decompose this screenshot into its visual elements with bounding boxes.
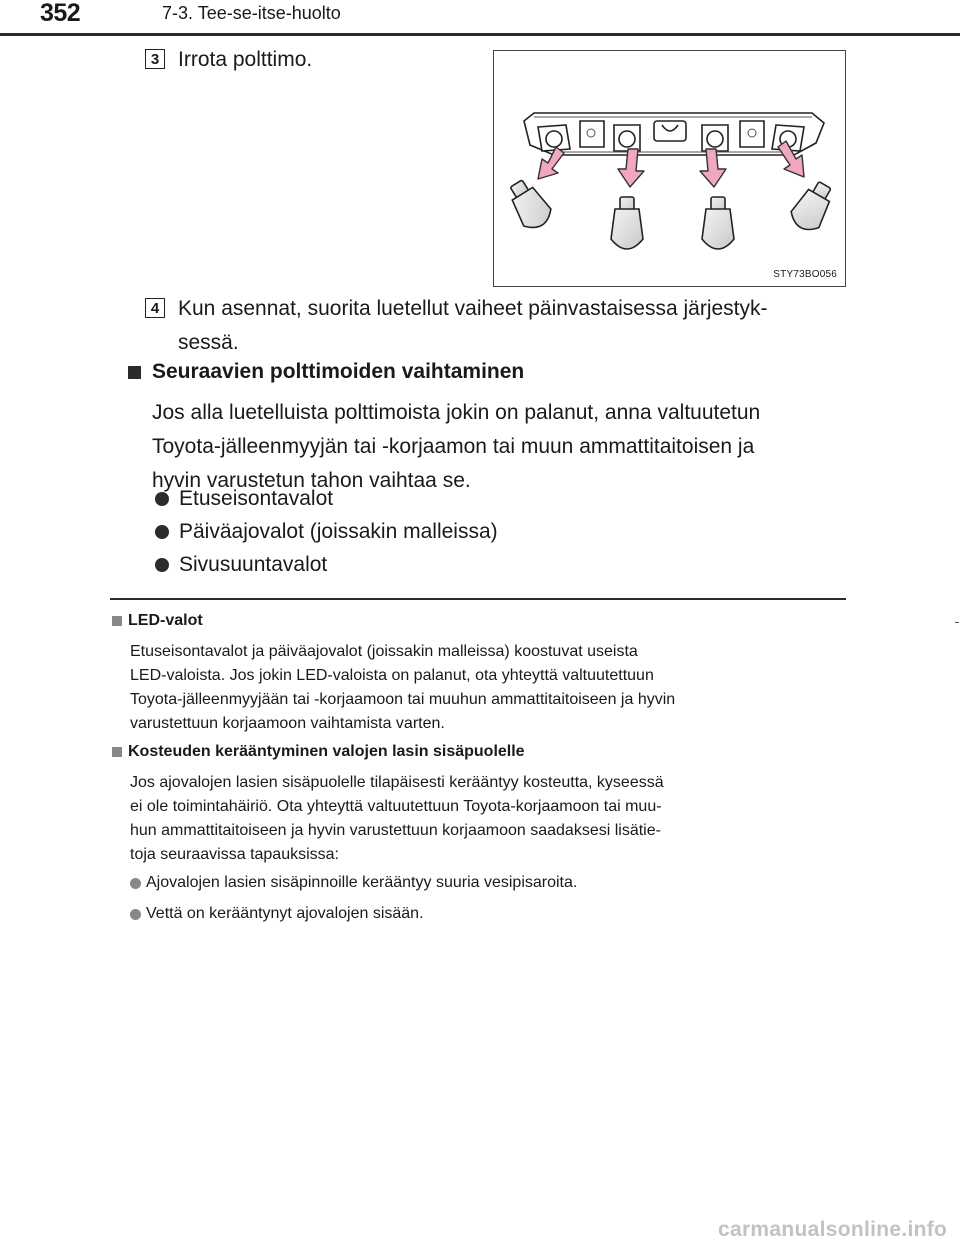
square-bullet-icon [112, 747, 122, 757]
list-item [155, 520, 498, 544]
bullet-dot-icon [130, 909, 141, 920]
page-header [0, 0, 960, 40]
list-item-text: Sivusuuntavalot [179, 553, 328, 576]
list-item [130, 905, 424, 923]
note-2-line-1: Jos ajovalojen lasien sisäpuolelle tilapäisesti kerääntyy kosteutta, kyseessä [130, 774, 664, 791]
step-number-3: 3 [145, 49, 165, 69]
watermark: carmanualsonline.info [718, 1218, 948, 1241]
list-item [130, 874, 577, 892]
bullet-dot-icon [130, 878, 141, 889]
section-title: 7-3. Tee-se-itse-huolto [162, 3, 341, 23]
note-2-line-4: toja seuraavissa tapauksissa: [130, 846, 339, 863]
note-2-line-2: ei ole toimintahäiriö. Ota yhteyttä valtuutettuun Toyota-korjaamoon tai muu- [130, 798, 662, 815]
bullet-dot-icon [155, 492, 169, 506]
list-item-text: Etuseisontavalot [179, 487, 334, 510]
section-heading [128, 360, 524, 384]
notes-divider [110, 598, 846, 600]
section-paragraph-line-2: Toyota-jälleenmyyjän tai -korjaamon tai muun ammattitaitoisen ja [152, 435, 755, 458]
page-number: 352 [40, 0, 81, 27]
header-rule [0, 33, 960, 36]
list-item [155, 553, 327, 577]
note-heading-moisture [112, 743, 525, 761]
note-heading-led [112, 612, 203, 630]
note-title: LED-valot [128, 612, 203, 629]
step-number-4: 4 [145, 298, 165, 318]
list-item [155, 487, 333, 511]
list-item-text: Päiväajovalot (joissakin malleissa) [179, 520, 498, 543]
note-2-line-3: hun ammattitaitoiseen ja hyvin varustettuun korjaamoon saadaksesi lisätie- [130, 822, 661, 839]
section-paragraph-line-1: Jos alla luetelluista polttimoista jokin on palanut, anna valtuutetun [152, 401, 761, 424]
note-1-line-1: Etuseisontavalot ja päiväajovalot (joissakin malleissa) koostuvat useista [130, 643, 638, 660]
figure-code: STY73BO056 [773, 269, 837, 280]
bullet-dot-icon [155, 558, 169, 572]
note-1-line-3: Toyota-jälleenmyyjään tai -korjaamoon tai muuhun ammattitaitoiseen ja hyvin [130, 691, 676, 708]
step-3-text: Irrota polttimo. [178, 48, 313, 71]
list-item-text: Ajovalojen lasien sisäpinnoille kerääntyy suuria vesipisaroita. [146, 874, 578, 891]
note-1-line-4: varustettuun korjaamoon vaihtamista varten. [130, 715, 445, 732]
step-4-line-1: Kun asennat, suorita luetellut vaiheet päinvastaisessa järjestyk- [178, 297, 768, 320]
section-heading-text: Seuraavien polttimoiden vaihtaminen [152, 360, 525, 383]
bulb-removal-figure [493, 50, 846, 287]
bullet-dot-icon [155, 525, 169, 539]
section-paragraph-line-3: hyvin varustetun tahon vaihtaa se. [152, 469, 471, 492]
list-item-text: Vettä on kerääntynyt ajovalojen sisään. [146, 905, 424, 922]
step-4-line-2: sessä. [178, 331, 239, 354]
note-title: Kosteuden kerääntyminen valojen lasin sisäpuolelle [128, 743, 525, 760]
margin-tick [955, 622, 959, 623]
bulb-removal-illustration [494, 51, 847, 288]
square-bullet-icon [112, 616, 122, 626]
square-bullet-icon [128, 366, 141, 379]
note-1-line-2: LED-valoista. Jos jokin LED-valoista on palanut, ota yhteyttä valtuutettuun [130, 667, 654, 684]
